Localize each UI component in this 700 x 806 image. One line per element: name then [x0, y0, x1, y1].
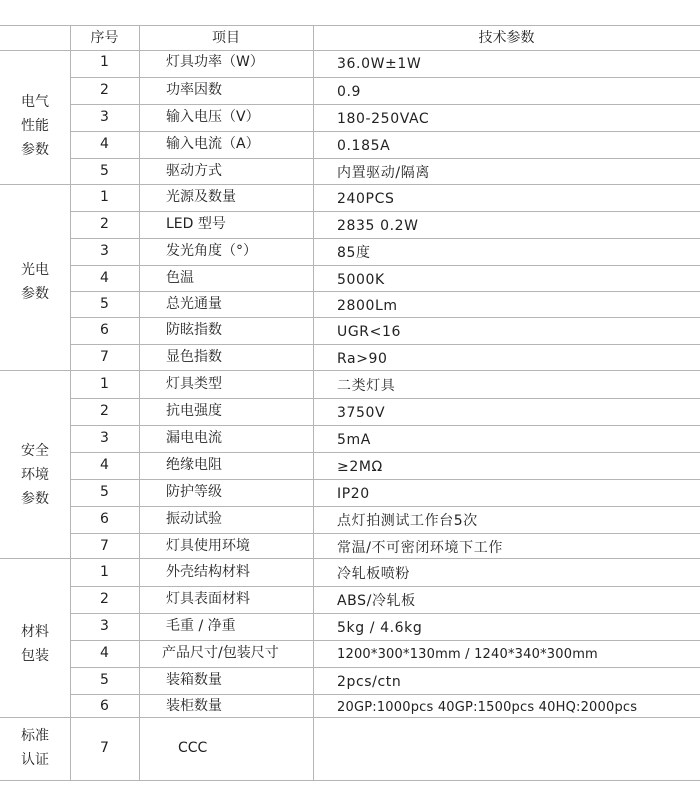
row-value: 20GP:1000pcs 40GP:1500pcs 40HQ:2000pcs — [337, 700, 638, 715]
row-divider — [70, 667, 700, 668]
row-no: 6 — [100, 511, 109, 527]
group-divider — [0, 558, 700, 559]
row-value: 180-250VAC — [337, 111, 430, 127]
row-item: 总光通量 — [166, 296, 222, 312]
row-item: 装箱数量 — [166, 672, 222, 688]
row-value: 0.9 — [337, 84, 362, 100]
row-item: LED 型号 — [166, 216, 226, 232]
row-value: IP20 — [337, 486, 370, 502]
row-value: 36.0W±1W — [337, 56, 422, 72]
row-no: 7 — [100, 538, 109, 554]
row-no: 4 — [100, 645, 109, 661]
row-item: 防护等级 — [166, 484, 222, 500]
row-no: 3 — [100, 430, 109, 446]
row-divider — [70, 77, 700, 78]
row-no: 6 — [100, 322, 109, 338]
row-item: 漏电电流 — [166, 430, 222, 446]
row-item: 产品尺寸/包装尺寸 — [162, 645, 279, 661]
header-bottom-rule — [0, 50, 700, 51]
header-value: 技术参数 — [478, 30, 535, 46]
row-item: 灯具使用环境 — [166, 538, 250, 554]
row-no: 2 — [100, 82, 109, 98]
row-value: 5kg / 4.6kg — [337, 620, 423, 636]
row-divider — [70, 317, 700, 318]
row-value: 点灯拍测试工作台5次 — [337, 513, 478, 529]
row-divider — [70, 344, 700, 345]
row-item: 外壳结构材料 — [166, 564, 250, 580]
row-item: 光源及数量 — [166, 189, 236, 205]
row-divider — [70, 131, 700, 132]
row-item: 振动试验 — [166, 511, 222, 527]
row-value: 85度 — [337, 245, 371, 261]
group-divider — [0, 370, 700, 371]
row-divider — [70, 694, 700, 695]
row-item: 输入电压（V） — [166, 109, 260, 125]
row-value: 二类灯具 — [337, 378, 396, 394]
row-divider — [70, 506, 700, 507]
row-item: 灯具功率（W） — [166, 54, 264, 70]
row-value: 常温/不可密闭环境下工作 — [337, 540, 503, 556]
row-no: 6 — [100, 698, 109, 714]
row-value: 240PCS — [337, 191, 395, 207]
row-no: 5 — [100, 484, 109, 500]
row-value: 2pcs/ctn — [337, 674, 402, 690]
table-border-top — [0, 25, 700, 26]
group-divider — [0, 717, 700, 718]
table-border-bottom — [0, 780, 700, 781]
row-item: 灯具类型 — [166, 376, 222, 392]
group-label-optical: 光电 参数 — [21, 262, 49, 302]
row-no: 2 — [100, 216, 109, 232]
row-value: ABS/冷轧板 — [337, 593, 416, 609]
group-label-electrical: 电气 性能 参数 — [21, 94, 49, 158]
row-value: UGR<16 — [337, 324, 401, 340]
row-divider — [70, 211, 700, 212]
row-item: 色温 — [166, 270, 194, 286]
row-no: 7 — [100, 349, 109, 365]
row-divider — [70, 158, 700, 159]
row-no: 3 — [100, 109, 109, 125]
row-value: 0.185A — [337, 138, 391, 154]
header-no: 序号 — [90, 30, 119, 46]
row-item: 驱动方式 — [166, 163, 222, 179]
row-value: 2800Lm — [337, 298, 398, 314]
row-item: 抗电强度 — [166, 403, 222, 419]
row-no: 4 — [100, 136, 109, 152]
row-no: 5 — [100, 163, 109, 179]
row-item: 显色指数 — [166, 349, 222, 365]
row-divider — [70, 398, 700, 399]
row-divider — [70, 104, 700, 105]
row-value: Ra>90 — [337, 351, 388, 367]
row-divider — [70, 291, 700, 292]
row-divider — [70, 238, 700, 239]
row-divider — [70, 613, 700, 614]
row-divider — [70, 479, 700, 480]
row-item: 防眩指数 — [166, 322, 222, 338]
row-item: 毛重 / 净重 — [166, 618, 236, 634]
row-no: 1 — [100, 564, 109, 580]
row-no: 5 — [100, 672, 109, 688]
row-item: 输入电流（A） — [166, 136, 260, 152]
row-no: 3 — [100, 618, 109, 634]
row-divider — [70, 533, 700, 534]
row-no: 4 — [100, 270, 109, 286]
row-value: 内置驱动/隔离 — [337, 165, 430, 181]
row-item: 发光角度（°） — [166, 243, 257, 259]
row-divider — [70, 640, 700, 641]
row-no: 4 — [100, 457, 109, 473]
row-divider — [70, 586, 700, 587]
row-no: 1 — [100, 189, 109, 205]
row-no: 1 — [100, 54, 109, 70]
row-item: 绝缘电阻 — [166, 457, 222, 473]
row-no: 7 — [100, 740, 109, 756]
row-no: 3 — [100, 243, 109, 259]
row-value: ≥2MΩ — [337, 459, 383, 475]
group-label-packaging: 材料 包装 — [21, 624, 49, 664]
group-divider — [0, 184, 700, 185]
row-divider — [70, 452, 700, 453]
row-divider — [70, 265, 700, 266]
row-item: CCC — [178, 740, 208, 756]
row-no: 5 — [100, 296, 109, 312]
row-no: 2 — [100, 591, 109, 607]
row-value: 5000K — [337, 272, 385, 288]
row-item: 灯具表面材料 — [166, 591, 250, 607]
row-value: 3750V — [337, 405, 386, 421]
row-divider — [70, 425, 700, 426]
row-no: 1 — [100, 376, 109, 392]
group-label-safety: 安全 环境 参数 — [21, 443, 49, 507]
row-value: 2835 0.2W — [337, 218, 419, 234]
row-value: 冷轧板喷粉 — [337, 566, 410, 582]
group-label-certification: 标准 认证 — [21, 728, 49, 768]
row-item: 装柜数量 — [166, 698, 222, 714]
row-value: 1200*300*130mm / 1240*340*300mm — [337, 647, 598, 662]
header-item: 项目 — [212, 30, 240, 46]
row-value: 5mA — [337, 432, 371, 448]
row-item: 功率因数 — [166, 82, 222, 98]
row-no: 2 — [100, 403, 109, 419]
